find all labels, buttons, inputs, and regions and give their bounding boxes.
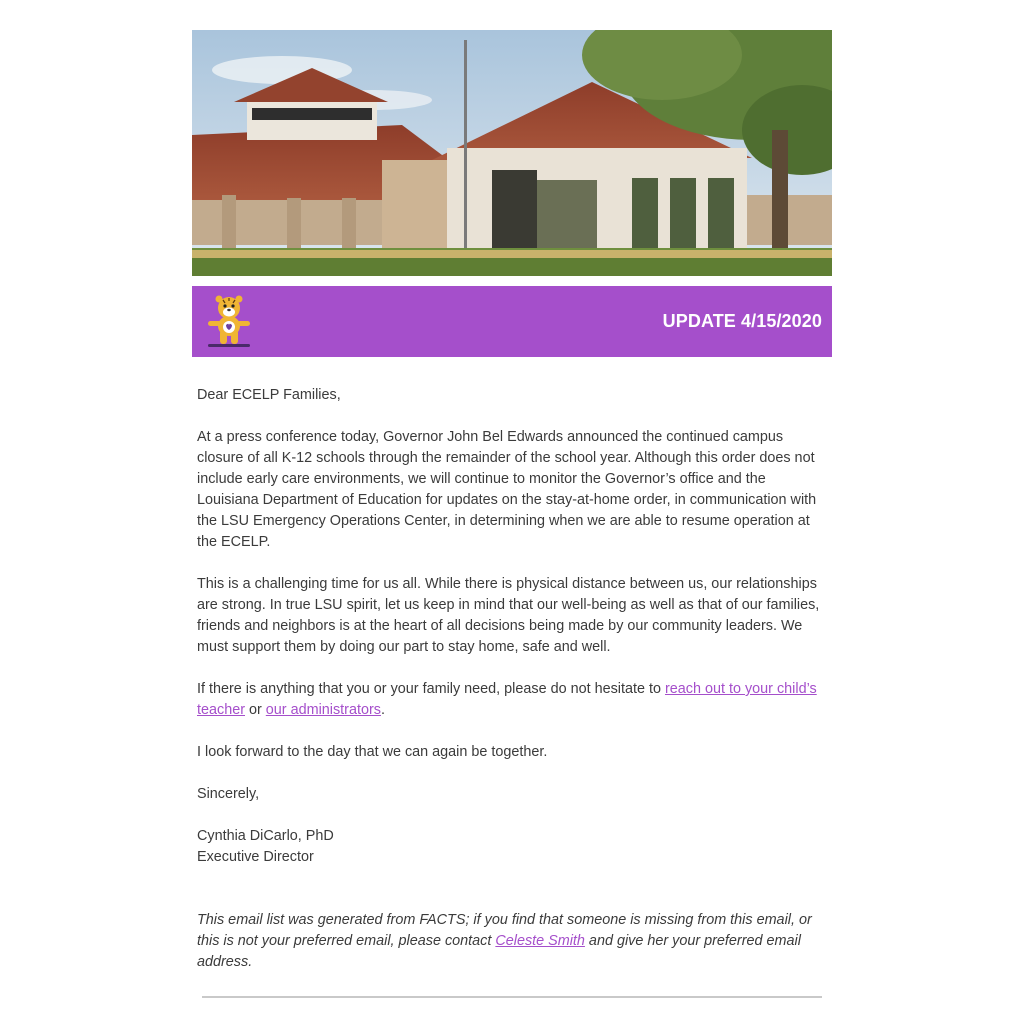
contact-administrators-link[interactable]: our administrators — [265, 702, 381, 718]
footer-text-before: This email list was generated from FACTS; if you find that someone is missing from this email, or this is not your preferred email, please contact — [197, 912, 812, 949]
contact-text-middle: or — [245, 702, 266, 718]
closing: Sincerely, — [197, 786, 260, 802]
footer-note — [197, 910, 827, 973]
contact-text-before: If there is anything that you or your family need, please do not hesitate to — [197, 681, 665, 697]
paragraph-closure-announcement: At a press conference today, Governor John Bel Edwards announced the continued campus closure of all K-12 schools through the remainder of the school year. Although this order does not include early care environments, we will continue to monitor the Governor’s office and the Louisiana Department of Education for updates on the stay-at-home order, in communication with the LSU Emergency Operations Center, in determining when we are able to resume operation at the ECELP. — [197, 429, 817, 550]
signature — [197, 826, 827, 868]
contact-teacher-link[interactable]: reach out to your child’s teacher — [197, 681, 817, 718]
tiger-mascot-icon — [204, 294, 254, 350]
greeting: Dear ECELP Families, — [197, 387, 341, 403]
update-banner — [192, 286, 832, 357]
letter-content — [192, 357, 832, 973]
school-building-photo — [192, 30, 832, 276]
celeste-smith-link[interactable]: Celeste Smith — [495, 933, 585, 949]
footer-divider — [202, 996, 822, 998]
footer-text-after: and give her your preferred email address. — [197, 933, 801, 970]
paragraph-relationships: This is a challenging time for us all. While there is physical distance between us, our relationships are strong. In true LSU spirit, let us keep in mind that our well-being as well as that of our families, friends and neighbors is at the heart of all decisions being made by our community leaders. We must support them by doing our part to stay home, safe and well. — [197, 576, 820, 655]
contact-text-after: . — [380, 702, 385, 718]
hero-image — [192, 30, 832, 276]
email-body — [192, 30, 832, 994]
paragraph-look-forward: I look forward to the day that we can again be together. — [197, 744, 548, 760]
update-title: UPDATE 4/15/2020 — [662, 311, 822, 331]
paragraph-contact — [197, 679, 827, 721]
signer-title: Executive Director — [197, 849, 314, 865]
signer-name: Cynthia DiCarlo, PhD — [197, 828, 334, 844]
